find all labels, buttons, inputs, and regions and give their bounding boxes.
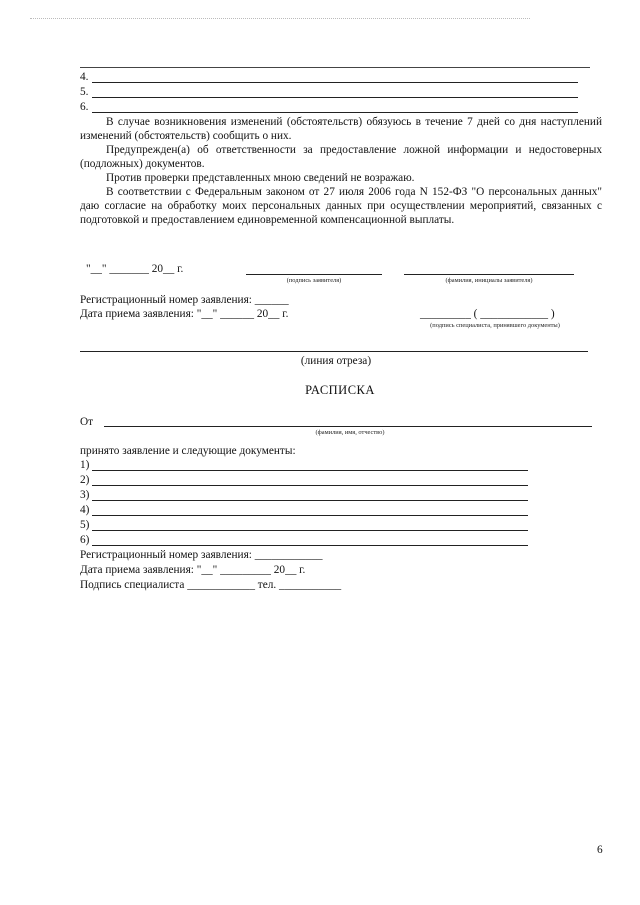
fill-in-line	[92, 82, 578, 83]
list-item-number: 5)	[80, 519, 90, 531]
signature-line	[246, 274, 382, 275]
registration-number: Регистрационный номер заявления: ______	[80, 294, 289, 306]
page-number: 6	[597, 844, 603, 856]
list-item-number: 5.	[80, 86, 89, 98]
fill-in-line	[92, 485, 528, 486]
signature-caption: (подпись заявителя)	[286, 277, 342, 284]
paragraph-changes: В случае возникновения изменений (обстоятельств) обязуюсь в течение 7 дней со дня наступлений изменений (обстоятельств) сообщить о них.	[80, 116, 602, 142]
list-item-number: 1)	[80, 459, 90, 471]
scan-artifact	[30, 18, 530, 19]
paragraph-verification: Против проверки представленных мною сведений не возражаю.	[106, 172, 415, 184]
specialist-signature: _________ ( ____________ )	[420, 308, 555, 320]
top-rule	[80, 67, 590, 68]
list-item-number: 6.	[80, 101, 89, 113]
list-item-number: 4.	[80, 71, 89, 83]
paragraph-liability: Предупрежден(а) об ответственности за предоставление ложной информации и недостоверных (подложных) документов.	[80, 144, 602, 170]
cut-line-label: (линия отреза)	[300, 355, 372, 367]
accepted-documents-label: принято заявление и следующие документы:	[80, 445, 296, 457]
list-item-number: 6)	[80, 534, 90, 546]
paragraph-personal-data: В соответствии с Федеральным законом от 27 июля 2006 года N 152-ФЗ "О персональных данных" даю согласие на обработку моих персональных данных при осуществлении мероприятий, связанных с подготовкой и предоставлением единовременной компенсационной выплаты.	[80, 186, 602, 226]
cut-line	[80, 351, 588, 352]
from-label: От	[80, 416, 94, 428]
name-caption: (фамилия, инициалы заявителя)	[445, 277, 533, 284]
from-caption: (фамилия, имя, отчество)	[315, 429, 385, 436]
fill-in-line	[92, 545, 528, 546]
fill-in-line	[92, 470, 528, 471]
fill-in-line	[92, 112, 578, 113]
list-item-number: 2)	[80, 474, 90, 486]
fill-in-line	[92, 530, 528, 531]
fill-in-line	[92, 500, 528, 501]
receipt-title: РАСПИСКА	[305, 383, 375, 397]
list-item-number: 4)	[80, 504, 90, 516]
fill-in-line	[92, 515, 528, 516]
list-item-number: 3)	[80, 489, 90, 501]
from-line	[104, 426, 592, 427]
receipt-reception-date: Дата приема заявления: "__" _________ 20__ г.	[80, 564, 306, 576]
name-line	[404, 274, 574, 275]
receipt-registration-number: Регистрационный номер заявления: ____________	[80, 549, 323, 561]
specialist-caption: (подпись специалиста, принявшего документы)	[430, 322, 560, 329]
receipt-specialist-signature: Подпись специалиста ____________ тел. ___________	[80, 579, 342, 591]
application-date: "__" _______ 20__ г.	[86, 263, 184, 275]
fill-in-line	[92, 97, 578, 98]
reception-date: Дата приема заявления: "__" ______ 20__ г.	[80, 308, 289, 320]
